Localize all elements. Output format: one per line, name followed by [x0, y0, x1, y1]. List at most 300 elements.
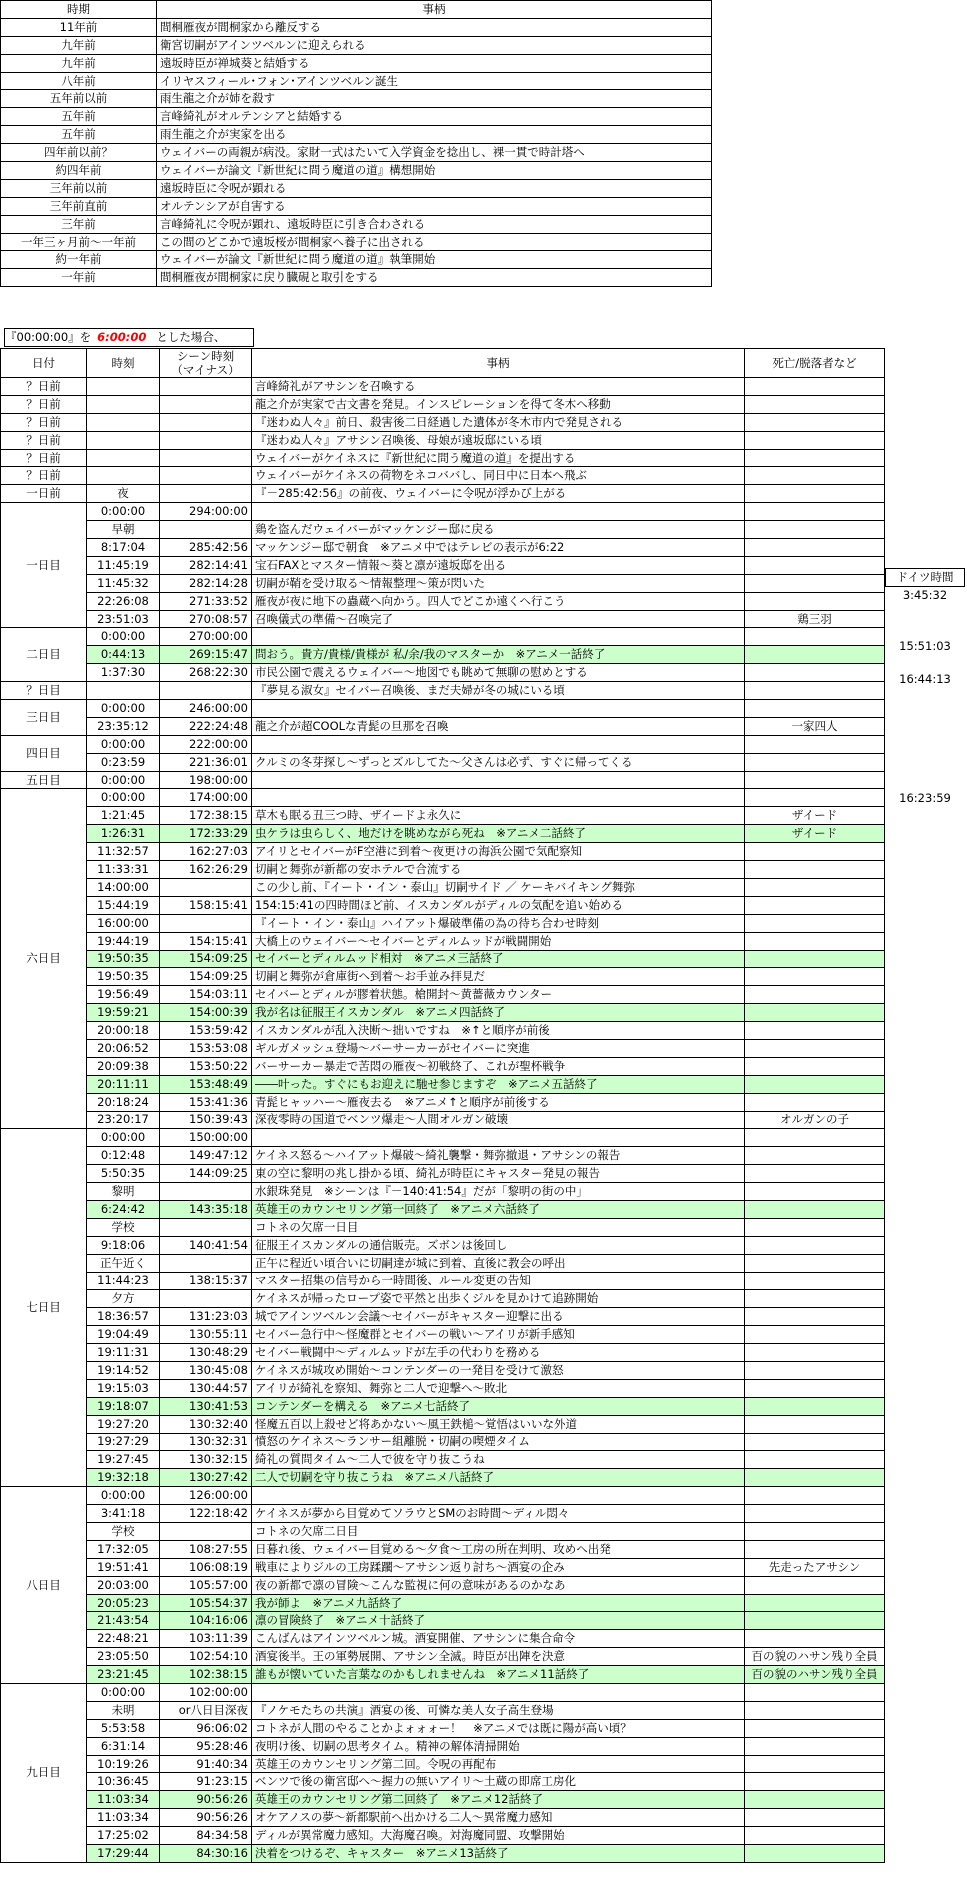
time-cell: 18:36:57 [87, 1308, 160, 1326]
time-cell [87, 378, 160, 396]
time-cell [87, 449, 160, 467]
time-cell: 19:04:49 [87, 1326, 160, 1344]
casualty-cell [745, 878, 885, 896]
event-cell: 青髭ヒャッハー～雁夜去る ※アニメ↑と順序が前後する [252, 1093, 745, 1111]
german-time-row [886, 705, 965, 722]
casualty-cell [745, 735, 885, 753]
event-cell: ケイネスが夢から目覚めてソラウとSMのお時間～ディル悶々 [252, 1505, 745, 1523]
casualty-cell [745, 1308, 885, 1326]
time-cell: 10:36:45 [87, 1773, 160, 1791]
event-cell: この間のどこかで遠坂桜が間桐家へ養子に出される [157, 233, 712, 251]
scene-time-cell [160, 521, 252, 539]
time-cell [87, 682, 160, 700]
event-cell: 凛の冒険終了 ※アニメ十話終了 [252, 1612, 745, 1630]
event-cell: 召喚儀式の準備～召喚完了 [252, 610, 745, 628]
time-cell: 11:03:34 [87, 1791, 160, 1809]
scene-time-cell: 138:15:37 [160, 1272, 252, 1290]
casualty-cell [745, 592, 885, 610]
time-cell: 20:05:23 [87, 1594, 160, 1612]
event-cell: 戦車によりジルの工房蹂躙～アサシン返り討ち～酒宴の企み [252, 1558, 745, 1576]
event-cell: 雨生龍之介が姉を殺す [157, 90, 712, 108]
history-row [1, 36, 712, 54]
timeline-header-cell: 事柄 [252, 349, 745, 378]
history-row [1, 251, 712, 269]
timeline-row [1, 1487, 885, 1505]
casualty-cell [745, 574, 885, 592]
day-cell: 一日目 [1, 503, 87, 628]
casualty-cell [745, 1272, 885, 1290]
casualty-cell [745, 843, 885, 861]
scene-time-cell: 90:56:26 [160, 1809, 252, 1827]
german-time-label: ドイツ時間 [886, 569, 965, 587]
timeline-row [1, 1254, 885, 1272]
timeline-row [1, 986, 885, 1004]
scene-time-cell: 144:09:25 [160, 1165, 252, 1183]
scene-time-cell [160, 378, 252, 396]
event-cell: 言峰綺礼がオルテンシアと結婚する [157, 108, 712, 126]
history-header-cell: 時期 [1, 1, 157, 19]
casualty-cell [745, 1147, 885, 1165]
scene-time-cell: 91:23:15 [160, 1773, 252, 1791]
german-time-value: 3:45:32 [902, 587, 948, 602]
timeline-row [1, 485, 885, 503]
event-cell: 鶏を盗んだウェイバーがマッケンジー邸に戻る [252, 521, 745, 539]
scene-time-cell: 149:47:12 [160, 1147, 252, 1165]
german-time-row [886, 654, 965, 671]
casualty-cell [745, 1701, 885, 1719]
event-cell: 遠坂時臣が禅城葵と結婚する [157, 54, 712, 72]
event-cell: 深夜零時の国道でベンツ爆走～人間オルガン破壊 [252, 1111, 745, 1129]
timeline-row [1, 1737, 885, 1755]
casualty-cell [745, 1809, 885, 1827]
scene-time-cell: 91:40:34 [160, 1755, 252, 1773]
german-time-row [886, 621, 965, 638]
event-cell: 征服王イスカンダルの通信販売。ズボンは後回し [252, 1236, 745, 1254]
scene-time-cell: 154:00:39 [160, 1004, 252, 1022]
day-cell: 五日目 [1, 771, 87, 789]
history-header-cell: 事柄 [157, 1, 712, 19]
time-cell: 22:48:21 [87, 1630, 160, 1648]
event-cell: イリヤスフィール･フォン･アインツベルン誕生 [157, 72, 712, 90]
scene-time-cell: 268:22:30 [160, 664, 252, 682]
event-cell: この少し前、『イート・イン・泰山』切嗣サイド ／ ケーキバイキング舞弥 [252, 878, 745, 896]
time-cell: 0:00:00 [87, 1487, 160, 1505]
period-cell: 九年前 [1, 54, 157, 72]
timeline-row [1, 1290, 885, 1308]
scene-time-cell: 95:28:46 [160, 1737, 252, 1755]
casualty-cell [745, 1200, 885, 1218]
day-cell: 一日前 [1, 485, 87, 503]
event-cell: 城でアインツベルン会議～セイバーがキャスター迎撃に出る [252, 1308, 745, 1326]
time-cell: 0:44:13 [87, 646, 160, 664]
time-cell: 0:12:48 [87, 1147, 160, 1165]
history-row [1, 162, 712, 180]
time-cell: 6:24:42 [87, 1200, 160, 1218]
german-time-row [886, 722, 965, 739]
event-cell: 切嗣が鞘を受け取る～情報整理～策が閃いた [252, 574, 745, 592]
event-cell: 英雄王のカウンセリング第二回終了 ※アニメ12話終了 [252, 1791, 745, 1809]
event-cell [252, 700, 745, 718]
event-cell: クルミの冬芽探し～ずっとズルしてた～父さんは必ず、すぐに帰ってくる [252, 753, 745, 771]
time-cell: 夜 [87, 485, 160, 503]
casualty-cell [745, 1004, 885, 1022]
scene-time-cell: 285:42:56 [160, 539, 252, 557]
event-cell: 正午に程近い頃合いに切嗣達が城に到着、直後に教会の呼出 [252, 1254, 745, 1272]
scene-time-cell [160, 413, 252, 431]
scene-time-cell: 270:00:00 [160, 628, 252, 646]
time-cell: 早朝 [87, 521, 160, 539]
event-cell: 『迷わぬ人々』アサシン召喚後、母娘が遠坂邸にいる頃 [252, 431, 745, 449]
time-cell: 19:27:29 [87, 1433, 160, 1451]
period-cell: 五年前 [1, 126, 157, 144]
timeline-table [0, 348, 885, 1863]
time-cell: 19:15:03 [87, 1379, 160, 1397]
time-cell: 0:00:00 [87, 1684, 160, 1702]
time-cell: 学校 [87, 1218, 160, 1236]
scene-time-cell: 140:41:54 [160, 1236, 252, 1254]
casualty-cell [745, 413, 885, 431]
event-cell: 決着をつけるぞ、キャスター ※アニメ13話終了 [252, 1845, 745, 1863]
event-cell: 誰もが懐いていた言葉なのかもしれませんね ※アニメ11話終了 [252, 1666, 745, 1684]
time-cell: 23:51:03 [87, 610, 160, 628]
event-cell: オルテンシアが自害する [157, 197, 712, 215]
scene-time-cell: 172:38:15 [160, 807, 252, 825]
timeline-row [1, 1594, 885, 1612]
timeline-row [1, 539, 885, 557]
time-cell [87, 467, 160, 485]
german-time-column [885, 568, 965, 806]
scene-time-cell: 130:32:40 [160, 1415, 252, 1433]
scene-time-cell [160, 1254, 252, 1272]
casualty-cell [745, 1576, 885, 1594]
timeline-row [1, 700, 885, 718]
casualty-cell [745, 1075, 885, 1093]
timeline-row [1, 1684, 885, 1702]
casualty-cell [745, 1594, 885, 1612]
event-cell: こんばんはアインツベルン城。酒宴開催、アサシンに集合命令 [252, 1630, 745, 1648]
time-cell: 0:00:00 [87, 628, 160, 646]
event-cell: 夜の新都で凛の冒険～こんな監視に何の意味があるのかなあ [252, 1576, 745, 1594]
event-cell: 『夢見る淑女』セイバー召喚後、まだ夫婦が冬の城にいる頃 [252, 682, 745, 700]
timeline-row [1, 646, 885, 664]
scene-time-cell [160, 1290, 252, 1308]
casualty-cell [745, 1755, 885, 1773]
time-cell: 19:50:35 [87, 950, 160, 968]
time-cell: 19:27:45 [87, 1451, 160, 1469]
timeline-row [1, 503, 885, 521]
timeline-row [1, 717, 885, 735]
event-cell: セイバーとディルが膠着状態。槍開封～黄薔薇カウンター [252, 986, 745, 1004]
casualty-cell [745, 1254, 885, 1272]
time-cell: 9:18:06 [87, 1236, 160, 1254]
german-time-row [886, 586, 965, 603]
event-cell [252, 735, 745, 753]
timeline-header-row [1, 349, 885, 378]
scene-time-cell: 130:32:15 [160, 1451, 252, 1469]
scene-time-cell: 126:00:00 [160, 1487, 252, 1505]
casualty-cell [745, 628, 885, 646]
scene-time-cell: 162:26:29 [160, 861, 252, 879]
time-cell: 19:59:21 [87, 1004, 160, 1022]
event-cell: ウェイバーが論文『新世紀に問う魔道の道』構想開始 [157, 162, 712, 180]
time-cell: 夕方 [87, 1290, 160, 1308]
history-row [1, 215, 712, 233]
event-cell: ケイネスが城攻め開始～コンテンダーの一発目を受けて激怒 [252, 1361, 745, 1379]
timeline-row [1, 395, 885, 413]
timeline-row [1, 1344, 885, 1362]
casualty-cell [745, 1505, 885, 1523]
scene-time-cell [160, 485, 252, 503]
casualty-cell [745, 861, 885, 879]
scene-time-cell: 162:27:03 [160, 843, 252, 861]
time-offset-note [4, 328, 254, 347]
timeline-row [1, 556, 885, 574]
scene-time-cell: 153:59:42 [160, 1022, 252, 1040]
casualty-cell [745, 1039, 885, 1057]
event-cell: 我が師よ ※アニメ九話終了 [252, 1594, 745, 1612]
german-time-row [886, 688, 965, 705]
time-cell: 20:18:24 [87, 1093, 160, 1111]
timeline-row [1, 1272, 885, 1290]
casualty-cell [745, 1415, 885, 1433]
timeline-row [1, 431, 885, 449]
time-cell: 11:03:34 [87, 1809, 160, 1827]
timeline-row [1, 521, 885, 539]
scene-time-cell: 154:09:25 [160, 968, 252, 986]
timeline-row [1, 1827, 885, 1845]
scene-time-cell: 154:03:11 [160, 986, 252, 1004]
casualty-cell [745, 378, 885, 396]
event-cell: 切嗣と舞弥が倉庫街へ到着～お手並み拝見だ [252, 968, 745, 986]
casualty-cell [745, 431, 885, 449]
event-cell: ウェイバーの両親が病没。家財一式はたいて入学資金を捻出し、裸一貫で時計塔へ [157, 144, 712, 162]
casualty-cell [745, 1630, 885, 1648]
timeline-row [1, 574, 885, 592]
event-cell: 『ノケモたちの共演』酒宴の後、可憐な美人女子高生登場 [252, 1701, 745, 1719]
scene-time-cell: 153:48:49 [160, 1075, 252, 1093]
event-cell: コトネが人間のやることかよォォォー！ ※アニメでは既に陽が高い頃？ [252, 1719, 745, 1737]
scene-time-cell: 282:14:41 [160, 556, 252, 574]
event-cell [252, 771, 745, 789]
time-cell: 15:44:19 [87, 896, 160, 914]
scene-time-cell: 282:14:28 [160, 574, 252, 592]
casualty-cell: ザイード [745, 825, 885, 843]
casualty-cell [745, 503, 885, 521]
time-cell: 20:00:18 [87, 1022, 160, 1040]
scene-time-cell: 246:00:00 [160, 700, 252, 718]
time-cell: 17:29:44 [87, 1845, 160, 1863]
event-cell: 我が名は征服王イスカンダル ※アニメ四話終了 [252, 1004, 745, 1022]
timeline-row [1, 682, 885, 700]
german-time-value [886, 705, 965, 722]
day-cell: 三日目 [1, 700, 87, 736]
timeline-row [1, 825, 885, 843]
scene-time-cell [160, 914, 252, 932]
event-cell [252, 1129, 745, 1147]
event-cell: 間桐雁夜が間桐家から離反する [157, 18, 712, 36]
timeline-row [1, 592, 885, 610]
scene-time-cell: 96:06:02 [160, 1719, 252, 1737]
casualty-cell [745, 771, 885, 789]
casualty-cell [745, 395, 885, 413]
timeline-row [1, 1147, 885, 1165]
german-time-value [886, 756, 965, 773]
event-cell: 東の空に黎明の兆し掛かる頃、綺礼が時臣にキャスター発見の報告 [252, 1165, 745, 1183]
period-cell: 一年三ヶ月前～一年前 [1, 233, 157, 251]
casualty-cell [745, 700, 885, 718]
timeline-row [1, 1666, 885, 1684]
timeline-row [1, 1218, 885, 1236]
period-cell: 五年前以前 [1, 90, 157, 108]
casualty-cell [745, 1236, 885, 1254]
german-time-value [886, 688, 965, 705]
time-cell: 19:56:49 [87, 986, 160, 1004]
timeline-header-cell: 日付 [1, 349, 87, 378]
day-cell: ？日前 [1, 467, 87, 485]
casualty-cell [745, 1845, 885, 1863]
timeline-row [1, 1022, 885, 1040]
time-cell: 3:41:18 [87, 1505, 160, 1523]
scene-time-cell: 130:44:57 [160, 1379, 252, 1397]
time-cell: 14:00:00 [87, 878, 160, 896]
event-cell: アイリが綺礼を察知、舞弥と二人で迎撃へ～敗北 [252, 1379, 745, 1397]
event-cell: ディルが異常魔力感知。大海魔召喚。対海魔同盟、攻撃開始 [252, 1827, 745, 1845]
timeline-row [1, 1415, 885, 1433]
event-cell: 宝石FAXとマスター情報～葵と凛が遠坂邸を出る [252, 556, 745, 574]
timeline-row [1, 1701, 885, 1719]
event-cell: 二人で切嗣を守り抜こうね ※アニメ八話終了 [252, 1469, 745, 1487]
scene-time-cell [160, 431, 252, 449]
time-cell [87, 413, 160, 431]
period-cell: 三年前以前 [1, 179, 157, 197]
casualty-cell [745, 1057, 885, 1075]
timeline-row [1, 1326, 885, 1344]
timeline-row [1, 1558, 885, 1576]
timeline-row [1, 1612, 885, 1630]
day-cell: 七日目 [1, 1129, 87, 1487]
time-cell: 19:27:20 [87, 1415, 160, 1433]
event-cell: 虫ケラは虫らしく、地だけを眺めながら死ね ※アニメ二話終了 [252, 825, 745, 843]
timeline-row [1, 1755, 885, 1773]
event-cell: 衛宮切嗣がアインツベルンに迎えられる [157, 36, 712, 54]
german-time-row [886, 773, 965, 790]
german-time-row [886, 790, 965, 807]
casualty-cell [745, 914, 885, 932]
event-cell: 154:15:41の四時間ほど前、イスカンダルがディルの気配を追い始める [252, 896, 745, 914]
history-row [1, 108, 712, 126]
scene-time-cell: 130:45:08 [160, 1361, 252, 1379]
time-cell: 11:32:57 [87, 843, 160, 861]
scene-time-cell: 222:24:48 [160, 717, 252, 735]
note-prefix: 『00:00:00』を [5, 330, 92, 344]
casualty-cell: 鶏三羽 [745, 610, 885, 628]
scene-time-cell: 102:00:00 [160, 1684, 252, 1702]
casualty-cell [745, 968, 885, 986]
event-cell: ベンツで後の衛宮邸へ～握力の無いアイリ～土蔵の即席工房化 [252, 1773, 745, 1791]
event-cell: 『－285:42:56』の前夜、ウェイバーに令呪が浮かび上がる [252, 485, 745, 503]
scene-time-cell: 104:16:06 [160, 1612, 252, 1630]
timeline-row [1, 771, 885, 789]
scene-time-cell: 84:30:16 [160, 1845, 252, 1863]
scene-time-cell: 108:27:55 [160, 1540, 252, 1558]
german-time-value [886, 654, 965, 671]
scene-time-cell [160, 1523, 252, 1541]
scene-time-cell [160, 1183, 252, 1201]
timeline-row [1, 1236, 885, 1254]
time-cell: 0:00:00 [87, 503, 160, 521]
timeline-row [1, 1308, 885, 1326]
time-cell: 11:44:23 [87, 1272, 160, 1290]
event-cell: 言峰綺礼に令呪が顕れ、遠坂時臣に引き合わされる [157, 215, 712, 233]
german-time-value [886, 604, 965, 621]
timeline-row [1, 735, 885, 753]
event-cell: 綺礼の質問タイム～二人で彼を守り抜こうね [252, 1451, 745, 1469]
timeline-row [1, 449, 885, 467]
note-offset-value: 6:00:00 [97, 330, 147, 344]
scene-time-cell: 143:35:18 [160, 1200, 252, 1218]
german-time-value [886, 739, 965, 756]
casualty-cell [745, 1165, 885, 1183]
casualty-cell [745, 1469, 885, 1487]
casualty-cell [745, 646, 885, 664]
event-cell: ケイネス怒る～ハイアット爆破～綺礼襲撃・舞弥撤退・アサシンの報告 [252, 1147, 745, 1165]
event-cell: ウェイバーがケイネスの荷物をネコババし、同日中に日本へ飛ぶ [252, 467, 745, 485]
scene-time-cell: 153:50:22 [160, 1057, 252, 1075]
event-cell: 市民公園で震えるウェイバー～地図でも眺めて無聊の慰めとする [252, 664, 745, 682]
event-cell: 龍之介が超COOLな青髭の旦那を召喚 [252, 717, 745, 735]
timeline-row [1, 1129, 885, 1147]
scene-time-cell: 269:15:47 [160, 646, 252, 664]
time-cell: 0:00:00 [87, 735, 160, 753]
casualty-cell [745, 986, 885, 1004]
day-cell: 二日目 [1, 628, 87, 682]
casualty-cell [745, 1827, 885, 1845]
timeline-row [1, 1719, 885, 1737]
scene-time-cell: 198:00:00 [160, 771, 252, 789]
scene-time-cell [160, 878, 252, 896]
event-cell: マスター招集の信号から一時間後、ルール変更の告知 [252, 1272, 745, 1290]
event-cell: バーサーカー暴走で苦悶の雁夜～初戦終了、これが聖杯戦争 [252, 1057, 745, 1075]
time-cell: 0:00:00 [87, 700, 160, 718]
time-cell [87, 431, 160, 449]
scene-time-cell: 270:08:57 [160, 610, 252, 628]
scene-time-cell [160, 467, 252, 485]
scene-time-cell: 130:27:42 [160, 1469, 252, 1487]
event-cell: 英雄王のカウンセリング第一回終了 ※アニメ六話終了 [252, 1200, 745, 1218]
event-cell: 夜明け後、切嗣の思考タイム。精神の解体清掃開始 [252, 1737, 745, 1755]
day-cell: ？日前 [1, 449, 87, 467]
casualty-cell [745, 521, 885, 539]
casualty-cell [745, 1540, 885, 1558]
period-cell: 五年前 [1, 108, 157, 126]
casualty-cell [745, 1433, 885, 1451]
time-cell: 学校 [87, 1523, 160, 1541]
time-cell: 20:06:52 [87, 1039, 160, 1057]
scene-time-cell: 131:23:03 [160, 1308, 252, 1326]
casualty-cell [745, 556, 885, 574]
day-cell: 八日目 [1, 1487, 87, 1684]
timeline-row [1, 1469, 885, 1487]
history-row [1, 233, 712, 251]
event-cell: イスカンダルが乱入決断～拙いですね ※↑と順序が前後 [252, 1022, 745, 1040]
event-cell: 憤怒のケイネス～ランサー組離脱・切嗣の喫煙タイム [252, 1433, 745, 1451]
time-cell: 19:18:07 [87, 1397, 160, 1415]
scene-time-cell: 154:09:25 [160, 950, 252, 968]
time-cell: 23:35:12 [87, 717, 160, 735]
scene-time-cell: 158:15:41 [160, 896, 252, 914]
time-cell: 8:17:04 [87, 539, 160, 557]
scene-time-cell: or八日目深夜 [160, 1701, 252, 1719]
